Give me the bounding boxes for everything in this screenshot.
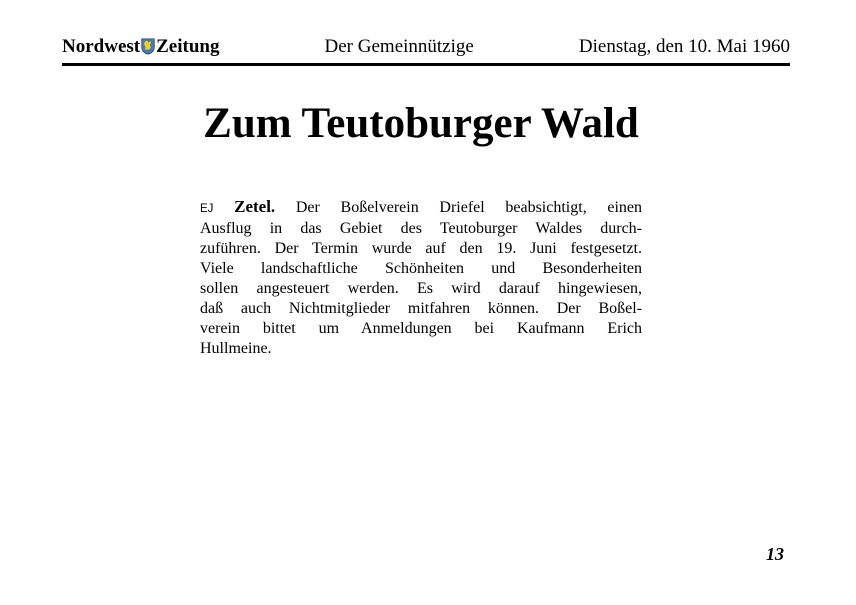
article-headline: Zum Teutoburger Wald <box>203 100 639 147</box>
article-line-4: Viele landschaftliche Schönheiten und Besonderheiten <box>200 260 642 277</box>
article-line-7: verein bittet um Anmeldungen bei Kaufmann Erich <box>200 320 642 337</box>
article-line-6: daß auch Nichtmitglieder mitfahren können. Der Boßel- <box>200 300 642 317</box>
article-body <box>200 197 642 359</box>
correspondent-initials: EJ <box>200 203 214 215</box>
masthead-header <box>62 36 790 66</box>
page-number: 13 <box>766 544 784 564</box>
section-title: Der Gemeinnützige <box>324 36 474 57</box>
newspaper-brand <box>62 36 219 58</box>
article-line-5: sollen angesteuert werden. Es wird darauf hingewiesen, <box>200 280 642 297</box>
article-line-1 <box>200 197 642 219</box>
issue-date: Dienstag, den 10. Mai 1960 <box>578 36 790 57</box>
article-line-3: zuführen. Der Termin wurde auf den 19. Juni festgesetzt. <box>200 240 642 257</box>
article-line-1-text: Der Boßelverein Driefel beabsichtigt, einen <box>295 199 643 216</box>
article-line-2: Ausflug in das Gebiet des Teutoburger Waldes durch- <box>200 220 642 237</box>
crest-icon <box>141 38 155 55</box>
brand-name-left: Nordwest <box>62 36 141 57</box>
location-lead: Zetel. <box>234 197 276 216</box>
article-line-8: Hullmeine. <box>200 340 272 357</box>
brand-name-right: Zeitung <box>156 36 220 57</box>
